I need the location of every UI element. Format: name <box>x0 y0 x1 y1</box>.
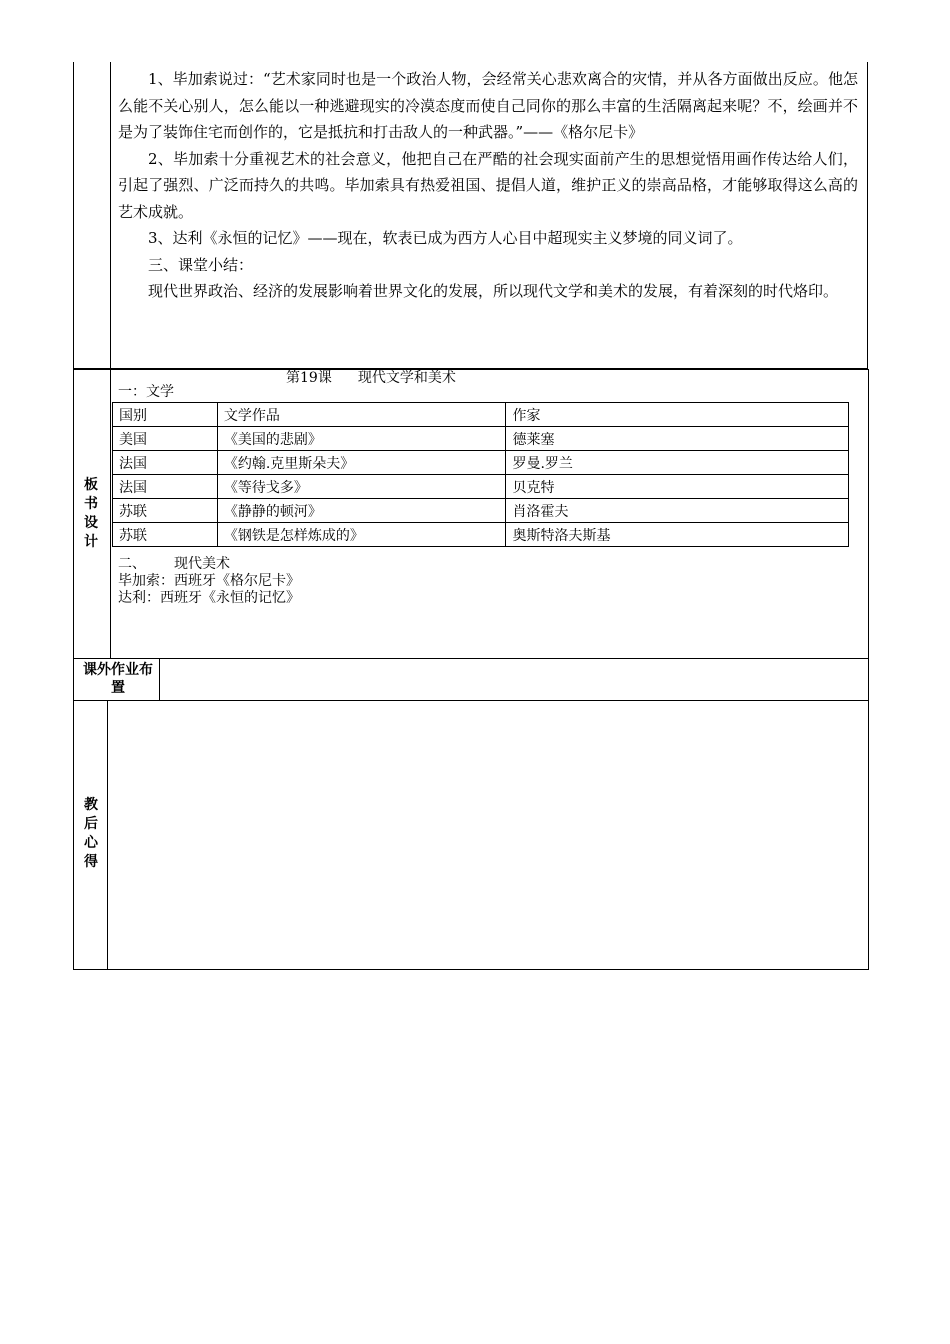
cell-country: 美国 <box>113 427 218 451</box>
lesson-number: 第19课 <box>286 370 332 386</box>
cell-author: 肖洛霍夫 <box>506 499 849 523</box>
table-header-row <box>113 403 849 427</box>
homework-divider <box>159 658 160 701</box>
reflection-section <box>73 700 869 970</box>
literature-table <box>112 402 849 547</box>
content-divider <box>110 62 111 369</box>
content-text <box>118 66 858 305</box>
art-line-dali: 达利：西班牙《永恒的记忆》 <box>118 590 300 606</box>
cell-work: 《钢铁是怎样炼成的》 <box>217 523 506 547</box>
table-row <box>113 427 849 451</box>
content-paragraph-3: 3、达利《永恒的记忆》——现在，软表已成为西方人心目中超现实主义梦境的同义词了。 <box>148 229 743 247</box>
cell-country: 苏联 <box>113 499 218 523</box>
art-section-title: 现代美术 <box>174 556 230 572</box>
cell-country: 苏联 <box>113 523 218 547</box>
cell-country: 法国 <box>113 451 218 475</box>
cell-work: 《美国的悲剧》 <box>217 427 506 451</box>
header-author: 作家 <box>506 403 849 427</box>
homework-label: 课外作业布置 <box>83 662 153 696</box>
cell-author: 德莱塞 <box>506 427 849 451</box>
cell-work: 《静静的顿河》 <box>217 499 506 523</box>
homework-section <box>73 658 869 701</box>
art-heading <box>118 556 230 572</box>
cell-author: 罗曼.罗兰 <box>506 451 849 475</box>
art-line-picasso: 毕加索：西班牙《格尔尼卡》 <box>118 573 300 589</box>
cell-work: 《等待戈多》 <box>217 475 506 499</box>
table-row <box>113 499 849 523</box>
literature-heading: 一：文学 <box>118 384 174 400</box>
cell-author: 贝克特 <box>506 475 849 499</box>
lesson-title: 现代文学和美术 <box>357 370 456 386</box>
table-row <box>113 523 849 547</box>
cell-author: 奥斯特洛夫斯基 <box>506 523 849 547</box>
cell-country: 法国 <box>113 475 218 499</box>
reflection-divider <box>107 700 108 970</box>
board-divider <box>110 369 111 659</box>
table-row <box>113 475 849 499</box>
header-work: 文学作品 <box>217 403 506 427</box>
cell-work: 《约翰.克里斯朵夫》 <box>217 451 506 475</box>
board-title <box>286 367 456 387</box>
header-country: 国别 <box>113 403 218 427</box>
table-row <box>113 451 849 475</box>
art-section-number: 二、 <box>118 556 146 572</box>
board-label: 板书设计 <box>84 477 98 550</box>
content-paragraph-2: 2、毕加索十分重视艺术的社会意义，他把自己在严酷的社会现实面前产生的思想觉悟用画作传达给人们，引起了强烈、广泛而持久的共鸣。毕加索具有热爱祖国、提倡人道，维护正义的崇高品格，才能够取得这么高的艺术成就。 <box>118 149 858 221</box>
content-summary: 现代世界政治、经济的发展影响着世界文化的发展，所以现代文学和美术的发展，有着深刻的时代烙印。 <box>148 282 839 300</box>
content-summary-heading: 三、课堂小结： <box>148 255 254 274</box>
content-paragraph-1: 1、毕加索说过：“艺术家同时也是一个政治人物，会经常关心悲欢离合的灾情，并从各方面做出反应。他怎么能不关心别人，怎么能以一种逃避现实的冷漠态度而使自己同你的那么丰富的生活隔离起来呢？不，绘画并不是为了装饰住宅而创作的，它是抵抗和打击敌人的一种武器。”——《格尔尼卡》 <box>118 70 858 141</box>
reflection-label: 教后心得 <box>84 797 98 870</box>
